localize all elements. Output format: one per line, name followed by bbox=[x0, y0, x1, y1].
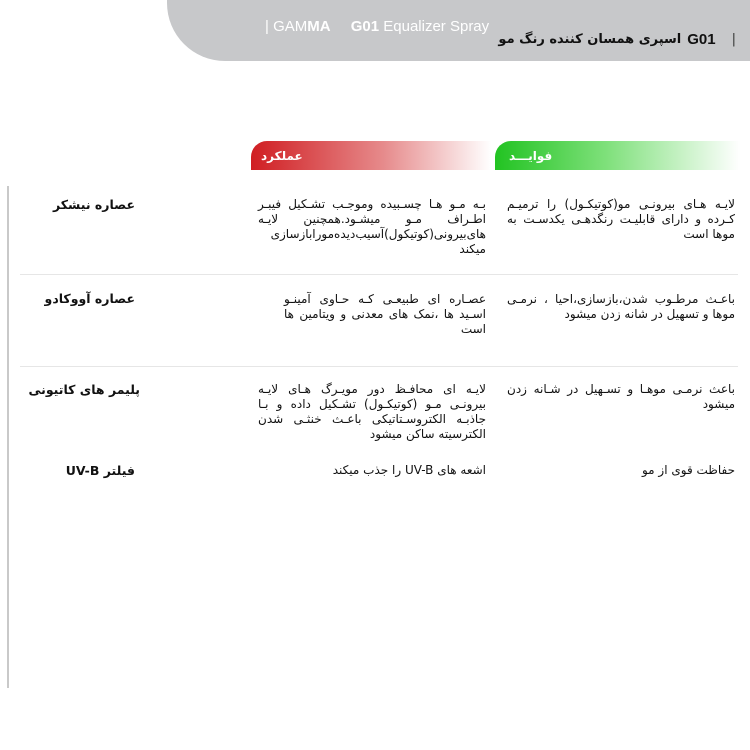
function-text: عصـاره ای طبیعـی کـه حـاوی آمینـو اسـید ها ،نمک های معدنی و ویتامین ها است bbox=[284, 292, 486, 336]
row-divider bbox=[20, 274, 738, 275]
product-name-fa: اسپری همسان کننده رنگ مو bbox=[498, 32, 682, 47]
brand-prefix: | GAM bbox=[265, 18, 308, 35]
benefits-label: فوایـــد bbox=[509, 148, 553, 163]
header-english-title bbox=[265, 18, 489, 35]
function-column-header bbox=[251, 141, 491, 170]
benefits-column-header bbox=[495, 141, 740, 170]
title-separator: | bbox=[731, 32, 736, 47]
function-label: عملکرد bbox=[261, 148, 303, 163]
product-code-en: G01 bbox=[350, 18, 380, 35]
brand-bold: MA bbox=[307, 18, 331, 35]
function-text: بـه مـو هـا چسـبیده وموجـب تشـکیل فیبـر اطـراف مـو میشـود.همچنین لایـه های‌بیرونی(کوتیکول)آسیب‌دیده‌مورابازسازی میکند bbox=[258, 197, 486, 256]
benefit-text: لایـه هـای بیرونـی مو(کوتیکـول) را ترمیـم کـرده و دارای قابلیـت رنگدهـی یکدسـت به موها است bbox=[507, 197, 735, 241]
ingredient-name: عصاره نیشکر bbox=[52, 197, 135, 212]
function-text: لایـه ای محافـظ دور مویـرگ هـای لایـه بیرونـی مـو (کوتیکـول) تشـکیل داده و بـا جاذبـه الکتروسـتاتیکی باعـث خنثـی شدن الکترسیته ساکن میشود bbox=[258, 382, 486, 441]
left-vertical-rule bbox=[7, 186, 9, 688]
ingredient-name: عصاره آووکادو bbox=[44, 291, 135, 306]
ingredient-name: فیلتر UV-B bbox=[65, 463, 135, 478]
benefit-text: حفاظت قوی از مو bbox=[641, 463, 735, 477]
row-divider bbox=[20, 366, 738, 367]
ingredient-name: پلیمر های کاتیونی bbox=[28, 382, 140, 397]
function-text: اشعه های UV-B را جذب میکند bbox=[332, 463, 486, 477]
product-name-en: Equalizer Spray bbox=[383, 18, 490, 35]
header-persian-title bbox=[498, 31, 736, 48]
benefit-text: باعث نرمـی موهـا و تسـهیل در شـانه زدن میشود bbox=[507, 382, 735, 411]
product-code-fa: G01 bbox=[687, 31, 716, 48]
benefit-text: باعـث مرطـوب شدن،بازسازی،احیا ، نرمـی موها و تسهیل در شانه زدن میشود bbox=[507, 292, 735, 321]
